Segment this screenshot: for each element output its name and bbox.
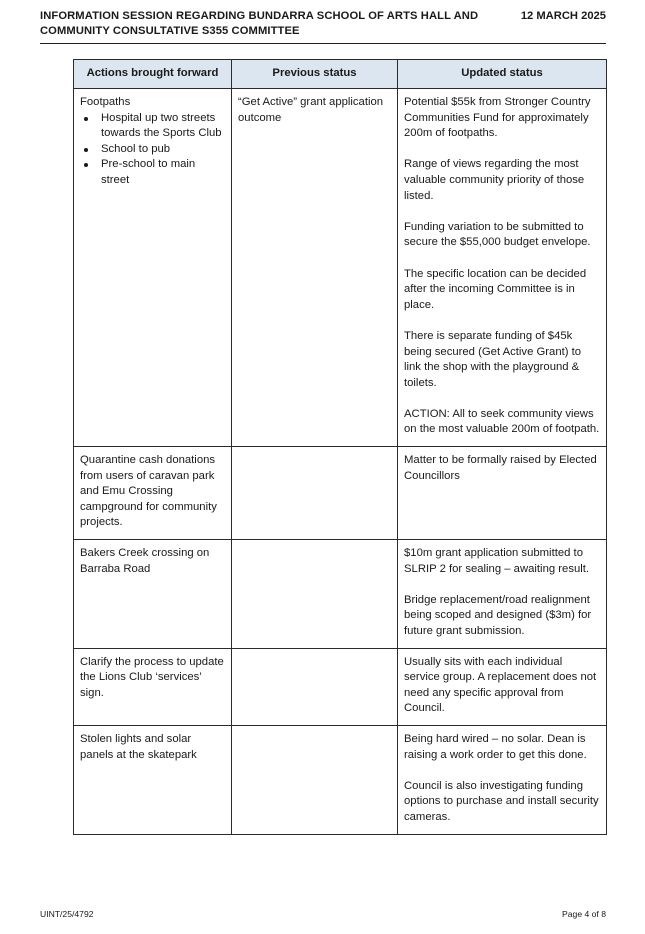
status-paragraph: Matter to be formally raised by Elected Councillors (404, 454, 597, 482)
previous-status-cell (232, 540, 398, 649)
status-paragraph: Bridge replacement/road realignment being scoped and designed ($3m) for future grant submission. (404, 593, 592, 637)
table-header-row (74, 60, 607, 89)
status-paragraph: The specific location can be decided after the incoming Committee is in place. (404, 267, 587, 311)
actions-table (73, 59, 607, 835)
status-paragraph: Funding variation to be submitted to secure the $55,000 budget envelope. (404, 220, 591, 249)
column-header-previous-status: Previous status (232, 60, 398, 89)
status-paragraph: ACTION: All to seek community views on the most valuable 200m of footpath. (404, 407, 600, 436)
updated-status-cell (398, 540, 607, 649)
document-title (40, 9, 480, 39)
previous-status-cell (232, 648, 398, 725)
action-cell (74, 89, 232, 447)
updated-status-cell (398, 725, 607, 834)
table-row (74, 89, 607, 447)
action-bullet-list (80, 111, 225, 189)
status-paragraph: Usually sits with each individual service group. A replacement does not need any specific approval from Council. (404, 655, 597, 715)
table-row (74, 725, 607, 834)
title-line-1: INFORMATION SESSION REGARDING BUNDARRA SCHOOL OF ARTS HALL AND (40, 10, 479, 22)
status-paragraph: Being hard wired – no solar. Dean is raising a work order to get this done. (404, 732, 587, 761)
document-date: 12 MARCH 2025 (520, 10, 606, 22)
action-cell: Quarantine cash donations from users of caravan park and Emu Crossing campground for community projects. (74, 447, 232, 540)
status-paragraph: Council is also investigating funding options to purchase and install security cameras. (404, 779, 599, 823)
table-row (74, 540, 607, 649)
action-bullet: School to pub (101, 142, 225, 158)
previous-status-cell (232, 725, 398, 834)
table-row (74, 648, 607, 725)
column-header-updated-status: Updated status (398, 60, 607, 89)
previous-status-cell: “Get Active” grant application outcome (232, 89, 398, 447)
action-cell: Stolen lights and solar panels at the skatepark (74, 725, 232, 834)
action-bullet: Pre-school to main street (101, 157, 225, 188)
status-paragraph: Range of views regarding the most valuable community priority of those listed. (404, 158, 585, 202)
action-bullet: Hospital up two streets towards the Sports Club (101, 111, 225, 142)
action-text: Footpaths (80, 96, 131, 108)
action-cell: Clarify the process to update the Lions Club ‘services’ sign. (74, 648, 232, 725)
updated-status-cell (398, 648, 607, 725)
action-cell: Bakers Creek crossing on Barraba Road (74, 540, 232, 649)
table-row (74, 447, 607, 540)
updated-status-cell (398, 89, 607, 447)
previous-status-cell (232, 447, 398, 540)
status-paragraph: There is separate funding of $45k being secured (Get Active Grant) to link the shop with the playground & toilets. (404, 329, 582, 389)
status-paragraph: $10m grant application submitted to SLRIP 2 for sealing – awaiting result. (404, 547, 590, 575)
updated-status-cell (398, 447, 607, 540)
status-paragraph: Potential $55k from Stronger Country Communities Fund for approximately 200m of footpaths. (404, 96, 591, 140)
title-line-2: COMMUNITY CONSULTATIVE S355 COMMITTEE (40, 25, 300, 37)
document-reference: UINT/25/4792 (40, 909, 94, 919)
column-header-actions: Actions brought forward (74, 60, 232, 89)
page-number: Page 4 of 8 (562, 909, 606, 919)
page-header (40, 9, 606, 44)
